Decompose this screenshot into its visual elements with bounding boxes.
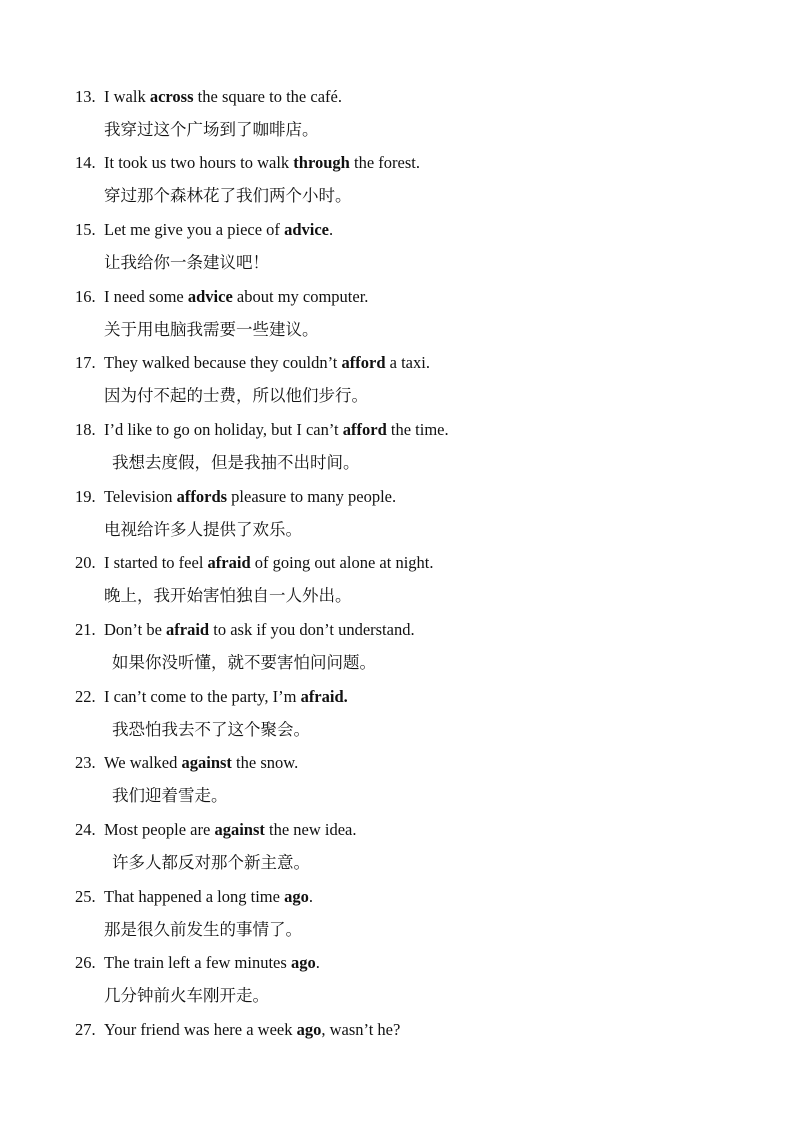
english-sentence — [75, 686, 755, 708]
item-number: 23. — [75, 753, 96, 772]
chinese-translation: 那是很久前发生的事情了。 — [104, 920, 302, 939]
english-sentence — [75, 886, 755, 908]
sentence-text: It took us two hours to walk — [104, 153, 294, 172]
sentence-text: , wasn’t he? — [321, 1020, 401, 1039]
chinese-translation: 穿过那个森林花了我们两个小时。 — [104, 186, 352, 205]
keyword: afraid — [166, 620, 210, 639]
keyword: through — [293, 153, 350, 172]
chinese-translation: 晚上，我开始害怕独自一人外出。 — [104, 586, 352, 605]
keyword: afford — [342, 420, 387, 439]
english-sentence — [75, 619, 755, 641]
chinese-translation: 关于用电脑我需要一些建议。 — [104, 320, 319, 339]
list-item — [75, 619, 755, 674]
item-number: 24. — [75, 820, 96, 839]
sentence-text: the time. — [386, 420, 449, 439]
item-number: 25. — [75, 887, 96, 906]
chinese-translation: 电视给许多人提供了欢乐。 — [104, 520, 302, 539]
english-sentence — [75, 952, 755, 974]
item-number: 13. — [75, 87, 96, 106]
sentence-text: of going out alone at night. — [250, 553, 434, 572]
item-number: 18. — [75, 420, 96, 439]
item-number: 17. — [75, 353, 96, 372]
item-number: 22. — [75, 687, 96, 706]
item-number: 15. — [75, 220, 96, 239]
list-item — [75, 152, 755, 207]
english-sentence — [75, 1019, 755, 1041]
sentence-text: the new idea. — [264, 820, 357, 839]
sentence-text: We walked — [104, 753, 182, 772]
list-item — [75, 286, 755, 341]
english-sentence — [75, 752, 755, 774]
keyword: afraid. — [300, 687, 348, 706]
list-item — [75, 686, 755, 741]
list-item — [75, 952, 755, 1007]
sentence-text: . — [328, 220, 334, 239]
keyword: advice — [187, 287, 233, 306]
english-sentence — [75, 419, 755, 441]
sentence-text: a taxi. — [385, 353, 430, 372]
chinese-translation: 因为付不起的士费，所以他们步行。 — [104, 386, 368, 405]
list-item — [75, 1019, 755, 1041]
item-number: 14. — [75, 153, 96, 172]
sentence-text: the forest. — [349, 153, 420, 172]
sentence-text: Your friend was here a week — [104, 1020, 297, 1039]
chinese-translation: 我想去度假，但是我抽不出时间。 — [112, 453, 360, 472]
list-item — [75, 886, 755, 941]
sentence-text: I can’t come to the party, I’m — [104, 687, 301, 706]
keyword: ago — [290, 953, 316, 972]
sentence-text: I walk — [104, 87, 150, 106]
list-item — [75, 86, 755, 141]
keyword: afraid — [207, 553, 251, 572]
item-number: 19. — [75, 487, 96, 506]
chinese-translation: 我恐怕我去不了这个聚会。 — [112, 720, 310, 739]
list-item — [75, 486, 755, 541]
sentence-text: Television — [104, 487, 177, 506]
list-item — [75, 419, 755, 474]
english-sentence — [75, 286, 755, 308]
english-sentence — [75, 486, 755, 508]
item-number: 26. — [75, 953, 96, 972]
item-number: 16. — [75, 287, 96, 306]
sentence-text: about my computer. — [232, 287, 369, 306]
sentence-text: I started to feel — [104, 553, 208, 572]
english-sentence — [75, 219, 755, 241]
list-item — [75, 752, 755, 807]
sentence-text: pleasure to many people. — [227, 487, 397, 506]
sentence-text: I’d like to go on holiday, but I can’t — [104, 420, 343, 439]
chinese-translation: 我穿过这个广场到了咖啡店。 — [104, 120, 319, 139]
sentence-text: the square to the café. — [193, 87, 342, 106]
sentence-text: That happened a long time — [104, 887, 285, 906]
keyword: affords — [176, 487, 228, 506]
keyword: afford — [341, 353, 386, 372]
sentence-text: Let me give you a piece of — [104, 220, 285, 239]
sentence-text: The train left a few minutes — [104, 953, 291, 972]
keyword: across — [149, 87, 194, 106]
english-sentence — [75, 552, 755, 574]
sentence-text: . — [308, 887, 313, 906]
keyword: ago — [284, 887, 309, 906]
keyword: against — [214, 820, 265, 839]
chinese-translation: 几分钟前火车刚开走。 — [104, 986, 269, 1005]
list-item — [75, 352, 755, 407]
english-sentence — [75, 819, 755, 841]
english-sentence — [75, 152, 755, 174]
chinese-translation: 我们迎着雪走。 — [112, 786, 228, 805]
item-number: 27. — [75, 1020, 96, 1039]
chinese-translation: 让我给你一条建议吧！ — [104, 253, 269, 272]
list-item — [75, 819, 755, 874]
chinese-translation: 许多人都反对那个新主意。 — [112, 853, 310, 872]
sentence-text: Most people are — [104, 820, 215, 839]
list-item — [75, 552, 755, 607]
sentence-text: . — [315, 953, 320, 972]
sentence-text: to ask if you don’t understand. — [209, 620, 415, 639]
list-item — [75, 219, 755, 274]
english-sentence — [75, 352, 755, 374]
keyword: ago — [296, 1020, 322, 1039]
item-number: 20. — [75, 553, 96, 572]
chinese-translation: 如果你没听懂，就不要害怕问问题。 — [112, 653, 376, 672]
item-number: 21. — [75, 620, 96, 639]
sentence-text: They walked because they couldn’t — [104, 353, 342, 372]
sentence-text: I need some — [104, 287, 188, 306]
keyword: advice — [284, 220, 329, 239]
sentence-text: the snow. — [231, 753, 299, 772]
sentence-text: Don’t be — [104, 620, 167, 639]
keyword: against — [181, 753, 232, 772]
english-sentence — [75, 86, 755, 108]
